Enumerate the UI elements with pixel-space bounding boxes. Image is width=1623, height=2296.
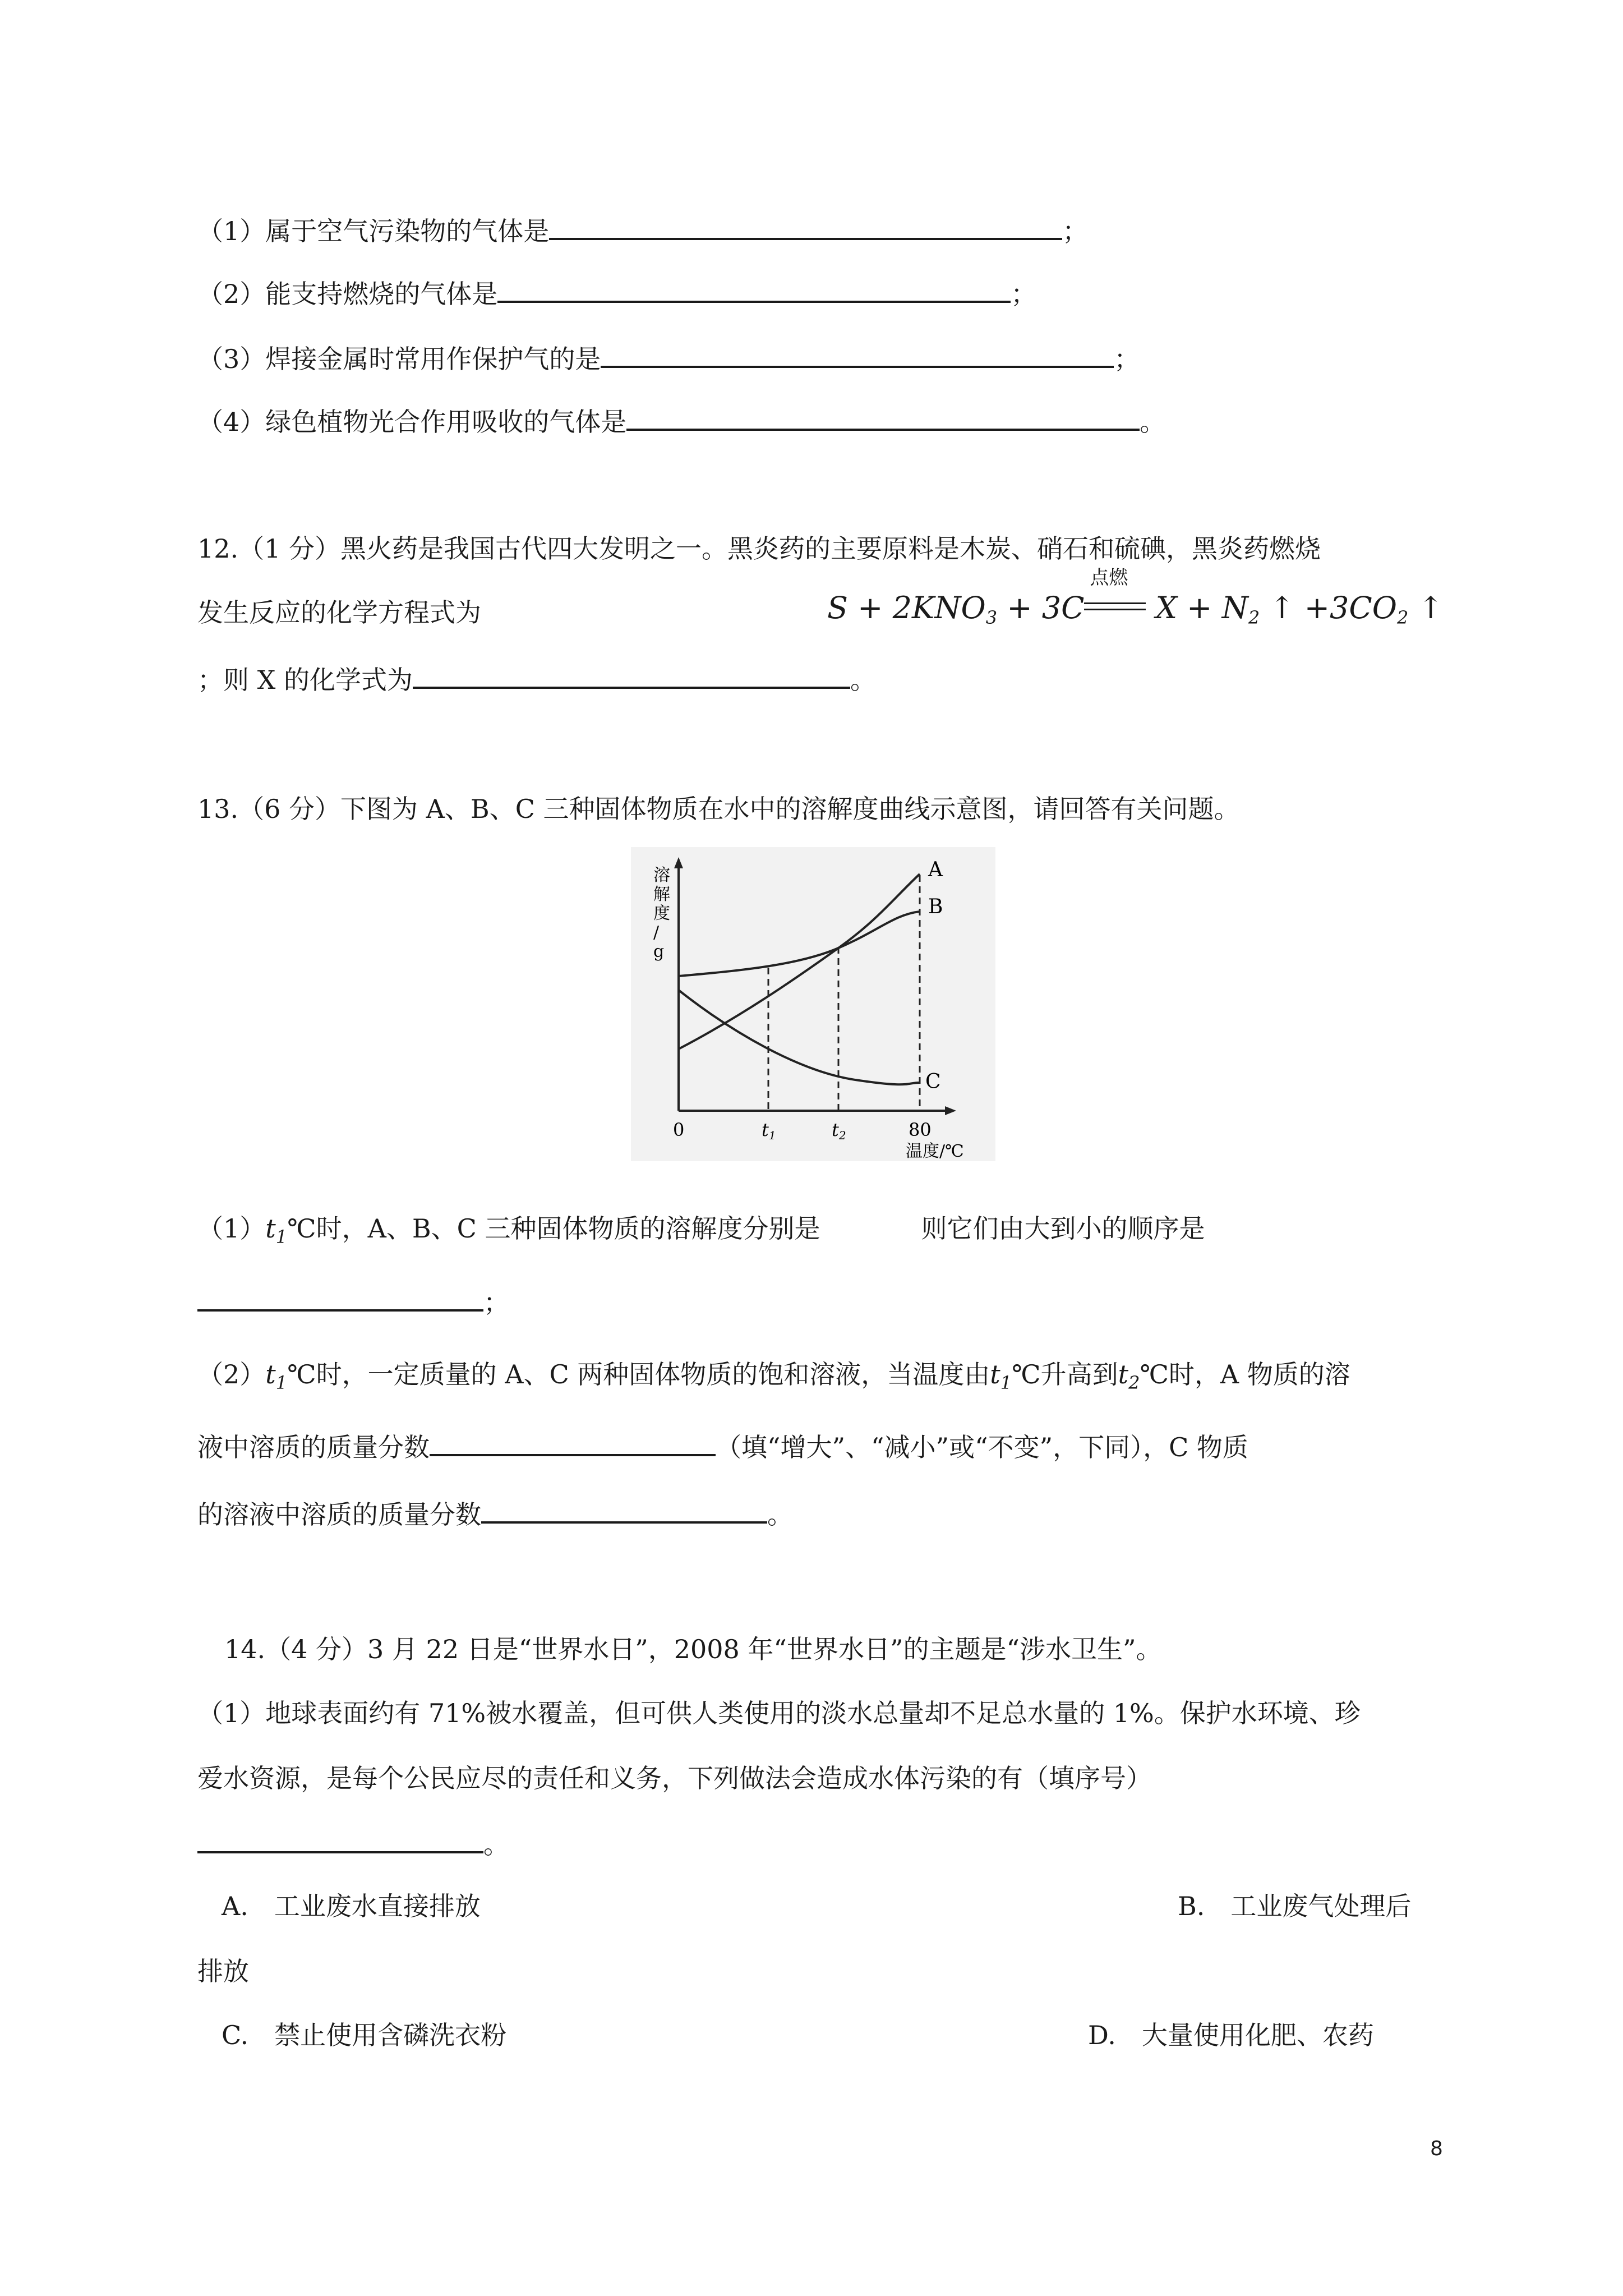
var-t: t (265, 1213, 276, 1244)
answer-blank[interactable] (413, 662, 850, 689)
q11-item-1-text: （1）属于空气污染物的气体是 (197, 216, 550, 246)
q14-option-c[interactable]: C. 禁止使用含磷洗衣粉 (222, 2020, 507, 2050)
solubility-chart (631, 847, 995, 1161)
tick-t1: t1 (762, 1119, 776, 1142)
punct: ； (1114, 344, 1140, 374)
q12-line-2: 发生反应的化学方程式为 (197, 597, 481, 628)
tick-0: 0 (673, 1119, 685, 1140)
eq-part: ↑ (1408, 590, 1444, 625)
q12-line-3-text: ；则 X 的化学式为 (197, 665, 413, 695)
answer-blank[interactable] (626, 404, 1140, 431)
q13-item-1-text: ℃时，A、B、C 三种固体物质的溶解度分别是 (287, 1213, 820, 1244)
tick-80: 80 (909, 1119, 932, 1140)
q13-text: （填“增大”、“减小”或“不变”，下同），C 物质 (716, 1432, 1248, 1462)
q13-item-2-text: ℃时，一定质量的 A、C 两种固体物质的饱和溶液，当温度由 (287, 1359, 990, 1389)
punct: ； (1011, 279, 1037, 309)
q13-item-2-line-3 (197, 1497, 793, 1531)
q13-item-2 (197, 1358, 1350, 1400)
answer-blank[interactable] (481, 1497, 767, 1524)
q11-item-3 (197, 341, 1140, 376)
answer-blank[interactable] (197, 1285, 483, 1312)
punct: 。 (483, 1829, 509, 1860)
q13-item-1 (197, 1212, 1205, 1254)
q13-item-2-text-b: ℃升高到 (1012, 1359, 1118, 1389)
punct: 。 (1140, 407, 1166, 437)
q13-line-1: 13.（6 分）下图为 A、B、C 三种固体物质在水中的溶解度曲线示意图，请回答有关问题。 (197, 794, 1240, 824)
condition-label: 点燃 (1090, 567, 1128, 589)
reaction-condition (1084, 567, 1146, 625)
eq-subscript: 2 (1397, 607, 1409, 628)
q11-item-3-text: （3）焊接金属时常用作保护气的是 (197, 344, 601, 374)
curve-label-C: C (925, 1070, 941, 1093)
q12-line-1: 12.（1 分）黑火药是我国古代四大发明之一。黑炎药的主要原料是木炭、硝石和硫碘，黑炎药燃烧 (197, 533, 1321, 564)
punct: ； (1062, 216, 1089, 246)
q11-item-2 (197, 276, 1036, 311)
q13-item-1-answer (197, 1285, 509, 1319)
q13-item-1-text-b: 则它们由大到小的顺序是 (921, 1213, 1205, 1244)
q11-item-4 (197, 404, 1165, 439)
eq-subscript: 3 (985, 607, 998, 628)
punct: ； (483, 1287, 509, 1318)
q12-line-3 (197, 662, 876, 697)
eq-part: X + N (1155, 590, 1248, 625)
subscript: 2 (1128, 1372, 1140, 1393)
q14-line-1: 14.（4 分）3 月 22 日是“世界水日”，2008 年“世界水日”的主题是“涉水卫生”。 (224, 1634, 1162, 1664)
page-number: 8 (1430, 2137, 1443, 2160)
punct: 。 (767, 1499, 793, 1530)
var-t: t (265, 1359, 276, 1389)
q13-item-2-text-c: ℃时，A 物质的溶 (1140, 1359, 1350, 1389)
subscript: 1 (1000, 1372, 1012, 1393)
q14-option-b[interactable]: B. 工业废气处理后 (1178, 1891, 1412, 1921)
q13-item-2-line-2 (197, 1429, 1248, 1464)
var-t: t (990, 1359, 1000, 1389)
subscript: 1 (275, 1372, 288, 1393)
answer-blank[interactable] (430, 1429, 716, 1456)
curve-label-B: B (928, 895, 943, 918)
item-num: （2） (197, 1359, 266, 1389)
chemical-equation (827, 567, 1444, 628)
subscript: 1 (275, 1226, 288, 1248)
q11-item-2-text: （2）能支持燃烧的气体是 (197, 279, 498, 309)
punct: 。 (850, 665, 876, 695)
q14-option-b-cont: 排放 (197, 1956, 249, 1986)
answer-blank[interactable] (549, 213, 1062, 240)
eq-subscript: 2 (1248, 607, 1260, 628)
q14-option-d[interactable]: D. 大量使用化肥、农药 (1088, 2020, 1374, 2050)
q13-text: 液中溶质的质量分数 (197, 1432, 430, 1462)
item-num: （1） (197, 1213, 266, 1244)
eq-part: + 3C (997, 590, 1085, 625)
q14-line-2: （1）地球表面约有 71%被水覆盖，但可供人类使用的淡水总量却不足总水量的 1%。保护水环境、珍 (197, 1698, 1361, 1728)
tick-t2: t2 (832, 1119, 846, 1142)
eq-part: S + 2KNO (827, 590, 986, 625)
curve-label-A: A (928, 858, 943, 881)
q14-line-4 (197, 1826, 509, 1861)
answer-blank[interactable] (497, 276, 1011, 303)
q11-item-1 (197, 213, 1088, 248)
eq-part: ↑ +3CO (1260, 590, 1397, 625)
var-t: t (1118, 1359, 1129, 1389)
q13-text: 的溶液中溶质的质量分数 (197, 1499, 481, 1530)
answer-blank[interactable] (601, 341, 1114, 368)
q14-line-3: 爱水资源，是每个公民应尽的责任和义务，下列做法会造成水体污染的有（填序号） (197, 1763, 1152, 1793)
answer-blank[interactable] (197, 1826, 483, 1853)
q11-item-4-text: （4）绿色植物光合作用吸收的气体是 (197, 407, 627, 437)
q14-option-a[interactable]: A. 工业废水直接排放 (222, 1891, 481, 1921)
equals-bar (1084, 602, 1146, 610)
y-axis-label: 溶解度/ g (653, 866, 670, 961)
x-axis-label: 温度/℃ (906, 1142, 964, 1161)
